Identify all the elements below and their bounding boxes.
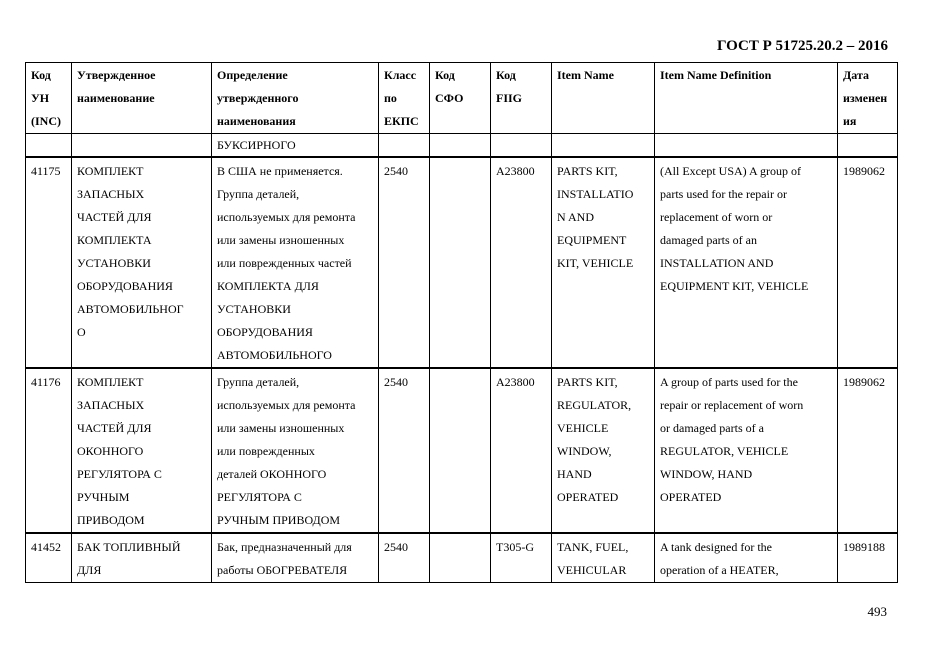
cell-approved-name (72, 157, 212, 368)
cell-line: работы ОБОГРЕВАТЕЛЯ (217, 563, 348, 577)
cell-line: Код (496, 68, 516, 82)
column-header-ekps-class (379, 63, 430, 134)
cell-line: Группа деталей, (217, 187, 300, 201)
cell-change-date (838, 533, 898, 583)
cell-line (435, 371, 486, 394)
cell-ekps-class (379, 157, 430, 368)
cell-line: наименования (217, 114, 296, 128)
cell-line: ПРИВОДОМ (77, 513, 145, 527)
cell-line: В США не применяется. (217, 164, 343, 178)
cell-line: ЗАПАСНЫХ (77, 398, 145, 412)
table-row (26, 368, 898, 533)
cell-line: WINDOW, (557, 444, 612, 458)
continuation-cell-inc-code (26, 134, 72, 158)
continuation-row (26, 134, 898, 158)
cell-line: INSTALLATION AND (660, 256, 774, 270)
cell-line: TANK, FUEL, (557, 540, 629, 554)
cell-line: 1989062 (843, 164, 885, 178)
cell-line: ЧАСТЕЙ ДЛЯ (77, 210, 152, 224)
cell-ekps-class (379, 533, 430, 583)
cell-line: используемых для ремонта (217, 398, 356, 412)
cell-line: СФО (435, 91, 464, 105)
cell-line: или замены изношенных (217, 233, 345, 247)
cell-line: VEHICULAR (557, 563, 627, 577)
cell-item-name (552, 368, 655, 533)
cell-line: VEHICLE (557, 421, 609, 435)
cell-line: КОМПЛЕКТ (77, 164, 144, 178)
page-number: 493 (867, 604, 887, 619)
table-row (26, 533, 898, 583)
cell-line: Утвержденное (77, 68, 156, 82)
cell-inc-code (26, 533, 72, 583)
cell-line: INSTALLATIO (557, 187, 634, 201)
cell-line: КОМПЛЕКТА (77, 233, 152, 247)
cell-line: OPERATED (557, 490, 619, 504)
cell-line: A23800 (496, 164, 535, 178)
cell-name-definition (212, 533, 379, 583)
cell-approved-name (72, 368, 212, 533)
standard-title: ГОСТ Р 51725.20.2 – 2016 (716, 38, 888, 54)
cell-line: УСТАНОВКИ (217, 302, 291, 316)
cell-line: РЕГУЛЯТОРА С (77, 467, 162, 481)
cell-line: по (384, 91, 397, 105)
cell-line: ЕКПС (384, 114, 419, 128)
column-header-sfo-code (430, 63, 491, 134)
cell-line: или поврежденных частей (217, 256, 352, 270)
cell-line: Класс (384, 68, 417, 82)
cell-line: 41452 (31, 540, 61, 554)
cell-fiig-code (491, 533, 552, 583)
cell-name-definition (212, 157, 379, 368)
cell-line: ЧАСТЕЙ ДЛЯ (77, 421, 152, 435)
cell-line: Бак, предназначенный для (217, 540, 352, 554)
cell-line: 2540 (384, 540, 408, 554)
cell-line: ЗАПАСНЫХ (77, 187, 145, 201)
cell-line: УН (31, 91, 50, 105)
cell-inc-code (26, 368, 72, 533)
cell-line: РУЧНЫМ ПРИВОДОМ (217, 513, 341, 527)
cell-line: EQUIPMENT KIT, VEHICLE (660, 279, 809, 293)
column-header-name-definition (212, 63, 379, 134)
cell-change-date (838, 157, 898, 368)
cell-line: ОБОРУДОВАНИЯ (77, 279, 173, 293)
cell-item-name (552, 157, 655, 368)
cell-item-name-definition (655, 533, 838, 583)
column-header-item-name-definition (655, 63, 838, 134)
cell-line: КОМПЛЕКТ (77, 375, 144, 389)
cell-line: A23800 (496, 375, 535, 389)
cell-line: REGULATOR, (557, 398, 632, 412)
cell-name-definition (212, 368, 379, 533)
cell-line: БАК ТОПЛИВНЫЙ (77, 540, 181, 554)
cell-line: Группа деталей, (217, 375, 300, 389)
cell-line: или поврежденных (217, 444, 315, 458)
cell-line: Код (435, 68, 455, 82)
cell-line: OPERATED (660, 490, 722, 504)
column-header-inc-code (26, 63, 72, 134)
cell-item-name (552, 533, 655, 583)
cell-line: 41176 (31, 375, 61, 389)
cell-line: 1989188 (843, 540, 885, 554)
continuation-cell-item-name (552, 134, 655, 158)
cell-line: PARTS KIT, (557, 164, 618, 178)
cell-approved-name (72, 533, 212, 583)
cell-line: 1989062 (843, 375, 885, 389)
cell-line: HAND (557, 467, 592, 481)
cell-line: (All Except USA) A group of (660, 164, 801, 178)
cell-line: РЕГУЛЯТОРА С (217, 490, 302, 504)
cell-line: Определение (217, 68, 288, 82)
cell-line: АВТОМОБИЛЬНОГО (217, 348, 332, 362)
header-row (26, 63, 898, 134)
column-header-change-date (838, 63, 898, 134)
cell-line: parts used for the repair or (660, 187, 787, 201)
cell-line: ДЛЯ (77, 563, 102, 577)
continuation-cell-item-name-definition (655, 134, 838, 158)
cell-line: (INC) (31, 114, 61, 128)
column-header-item-name (552, 63, 655, 134)
cell-item-name-definition (655, 157, 838, 368)
cell-line: Код (31, 68, 51, 82)
cell-line: используемых для ремонта (217, 210, 356, 224)
cell-line: A tank designed for the (660, 540, 772, 554)
continuation-cell-approved-name (72, 134, 212, 158)
cell-line: изменен (843, 91, 888, 105)
cell-line: 2540 (384, 375, 408, 389)
cell-line: or damaged parts of a (660, 421, 764, 435)
column-header-approved-name (72, 63, 212, 134)
cell-line: T305-G (496, 540, 534, 554)
cell-line: REGULATOR, VEHICLE (660, 444, 789, 458)
cell-line (435, 160, 486, 183)
cell-line: 41175 (31, 164, 61, 178)
cell-inc-code (26, 157, 72, 368)
continuation-cell-change-date (838, 134, 898, 158)
cell-line: утвержденного (217, 91, 299, 105)
cell-line: Item Name (557, 68, 614, 82)
continuation-cell-sfo-code (430, 134, 491, 158)
cell-sfo-code (430, 533, 491, 583)
cell-fiig-code (491, 157, 552, 368)
continuation-cell-fiig-code (491, 134, 552, 158)
cell-item-name-definition (655, 368, 838, 533)
cell-line: KIT, VEHICLE (557, 256, 634, 270)
cell-line: деталей ОКОННОГО (217, 467, 327, 481)
cell-line: replacement of worn or (660, 210, 773, 224)
column-header-fiig-code (491, 63, 552, 134)
cell-line: АВТОМОБИЛЬНОГ (77, 302, 184, 316)
cell-line: ия (843, 114, 857, 128)
cell-line: РУЧНЫМ (77, 490, 130, 504)
continuation-cell-ekps-class (379, 134, 430, 158)
table-row (26, 157, 898, 368)
cell-line: КОМПЛЕКТА ДЛЯ (217, 279, 319, 293)
cell-sfo-code (430, 157, 491, 368)
cell-line: УСТАНОВКИ (77, 256, 151, 270)
cell-line: Дата (843, 68, 869, 82)
cell-change-date (838, 368, 898, 533)
cell-line: operation of a HEATER, (660, 563, 779, 577)
cell-line: PARTS KIT, (557, 375, 618, 389)
cell-sfo-code (430, 368, 491, 533)
cell-line: ОКОННОГО (77, 444, 144, 458)
gost-table (25, 62, 898, 583)
cell-line: WINDOW, HAND (660, 467, 753, 481)
cell-line: или замены изношенных (217, 421, 345, 435)
cell-line: N AND (557, 210, 595, 224)
cell-line: 2540 (384, 164, 408, 178)
cell-line: ОБОРУДОВАНИЯ (217, 325, 313, 339)
cell-line: EQUIPMENT (557, 233, 627, 247)
cell-line: repair or replacement of worn (660, 398, 804, 412)
cell-line: наименование (77, 91, 155, 105)
cell-ekps-class (379, 368, 430, 533)
cell-line: О (77, 325, 86, 339)
cell-line: Item Name Definition (660, 68, 772, 82)
cell-line (435, 536, 486, 559)
cell-line: damaged parts of an (660, 233, 757, 247)
cell-fiig-code (491, 368, 552, 533)
cell-line: FIIG (496, 91, 523, 105)
cell-line: A group of parts used for the (660, 375, 798, 389)
continuation-cell-name-definition: БУКСИРНОГО (212, 134, 379, 158)
